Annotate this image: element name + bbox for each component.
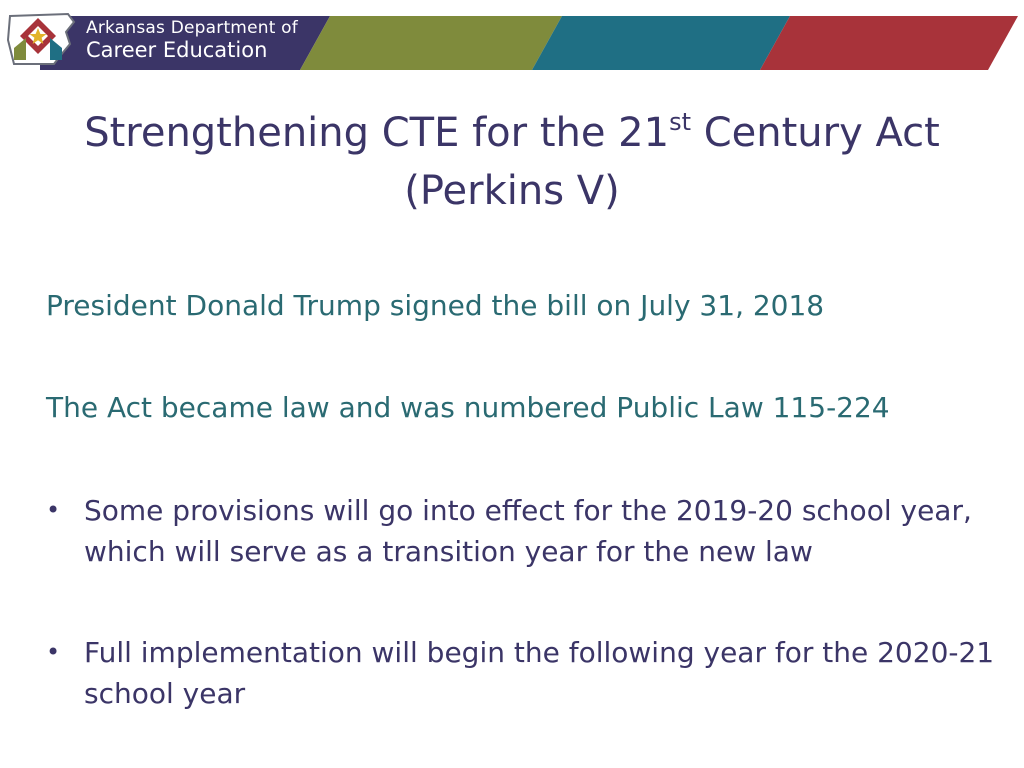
- bullet-text: Full implementation will begin the following year for the 2020-21 school year: [84, 636, 995, 710]
- bullet-list: [46, 490, 1006, 768]
- title-text-end: Century Act: [691, 110, 940, 156]
- list-item: [46, 632, 1006, 714]
- bullet-text: Some provisions will go into effect for the 2019-20 school year, which will serve as a transition year for the new law: [84, 494, 972, 568]
- title-subtitle: (Perkins V): [404, 168, 620, 214]
- org-name-line1: Arkansas Department of: [86, 18, 298, 38]
- title-superscript: st: [669, 107, 691, 136]
- bullet-icon: •: [46, 638, 61, 666]
- org-name-line2: Career Education: [86, 38, 268, 62]
- list-item: [46, 490, 1006, 572]
- stripe-teal: [532, 16, 790, 70]
- title-text: Strengthening CTE for the 21: [84, 110, 670, 156]
- org-brand: [86, 20, 298, 61]
- stripe-olive: [300, 16, 562, 70]
- paragraph-public-law: The Act became law and was numbered Public Law 115-224: [46, 391, 890, 424]
- paragraph-signed: President Donald Trump signed the bill on July 31, 2018: [46, 289, 825, 322]
- stripe-red: [760, 16, 1018, 70]
- slide-title: [40, 104, 984, 220]
- bullet-icon: •: [46, 496, 61, 524]
- arkansas-state-logo: [4, 4, 88, 68]
